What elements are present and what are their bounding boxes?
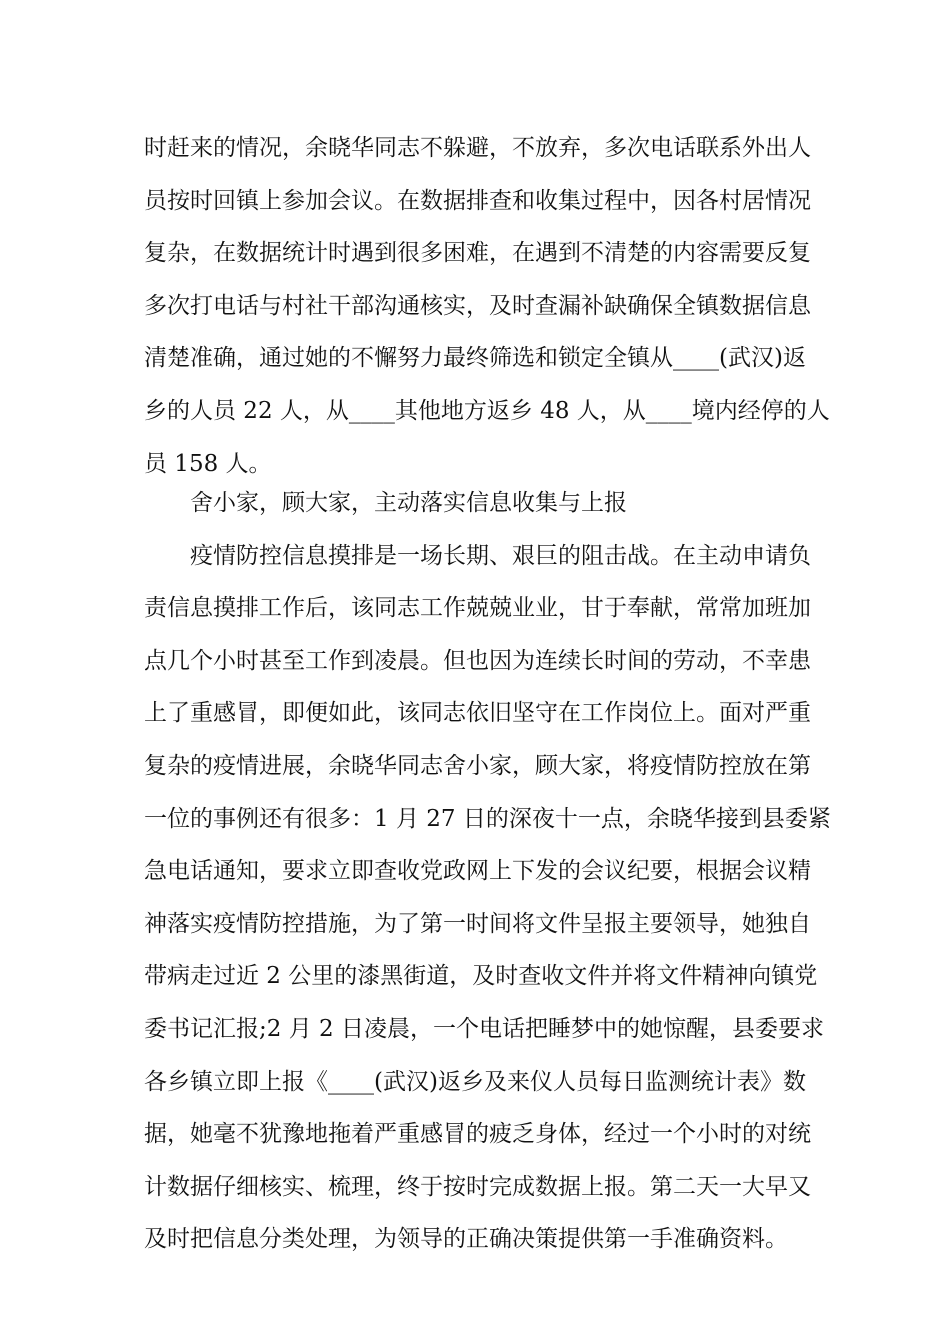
paragraph-line: 员 158 人。 [144,450,272,477]
paragraph-line: 多次打电话与村社干部沟通核实，及时查漏补缺确保全镇数据信息 [144,292,811,319]
section-heading: 舍小家，顾大家，主动落实信息收集与上报 [190,490,627,516]
paragraph-line: 急电话通知，要求立即查收党政网上下发的会议纪要，根据会议精 [144,858,811,885]
paragraph-line: 上了重感冒，即便如此，该同志依旧坚守在工作岗位上。面对严重 [144,700,811,727]
paragraph-line: 各乡镇立即上报《____(武汉)返乡及来仪人员每日监测统计表》数 [144,1068,806,1095]
paragraph-line: 复杂，在数据统计时遇到很多困难，在遇到不清楚的内容需要反复 [144,240,811,267]
paragraph-line: 计数据仔细核实、梳理，终于按时完成数据上报。第二天一大早又 [144,1173,811,1200]
paragraph-line: 委书记汇报;2 月 2 日凌晨，一个电话把睡梦中的她惊醒，县委要求 [144,1015,824,1042]
paragraph-line: 带病走过近 2 公里的漆黑街道，及时查收文件并将文件精神向镇党 [144,963,818,990]
paragraph-line: 据，她毫不犹豫地拖着严重感冒的疲乏身体，经过一个小时的对统 [144,1121,811,1148]
paragraph-line: 点几个小时甚至工作到凌晨。但也因为连续长时间的劳动，不幸患 [144,647,811,674]
section [144,477,831,1266]
paragraph-line: 复杂的疫情进展，余晓华同志舍小家，顾大家，将疫情防控放在第 [144,752,811,779]
paragraph-line: 员按时回镇上参加会议。在数据排查和收集过程中，因各村居情况 [144,187,811,214]
paragraph-line: 及时把信息分类处理，为领导的正确决策提供第一手准确资料。 [144,1226,788,1253]
paragraph-line: 一位的事例还有很多：1 月 27 日的深夜十一点，余晓华接到县委紧 [144,805,831,832]
paragraph-line: 时赶来的情况，余晓华同志不躲避，不放弃，多次电话联系外出人 [144,135,811,161]
paragraph-line: 责信息摸排工作后，该同志工作兢兢业业，甘于奉献，常常加班加 [144,595,811,622]
paragraph-line: 神落实疫情防控措施，为了第一时间将文件呈报主要领导，她独自 [144,910,811,937]
paragraph-line: 乡的人员 22 人，从____其他地方返乡 48 人，从____境内经停的人 [144,397,830,424]
paragraph-line: 疫情防控信息摸排是一场长期、艰巨的阻击战。在主动申请负 [190,542,811,569]
paragraph-1 [144,122,830,490]
paragraph-line: 清楚准确，通过她的不懈努力最终筛选和锁定全镇从____(武汉)返 [144,345,806,372]
